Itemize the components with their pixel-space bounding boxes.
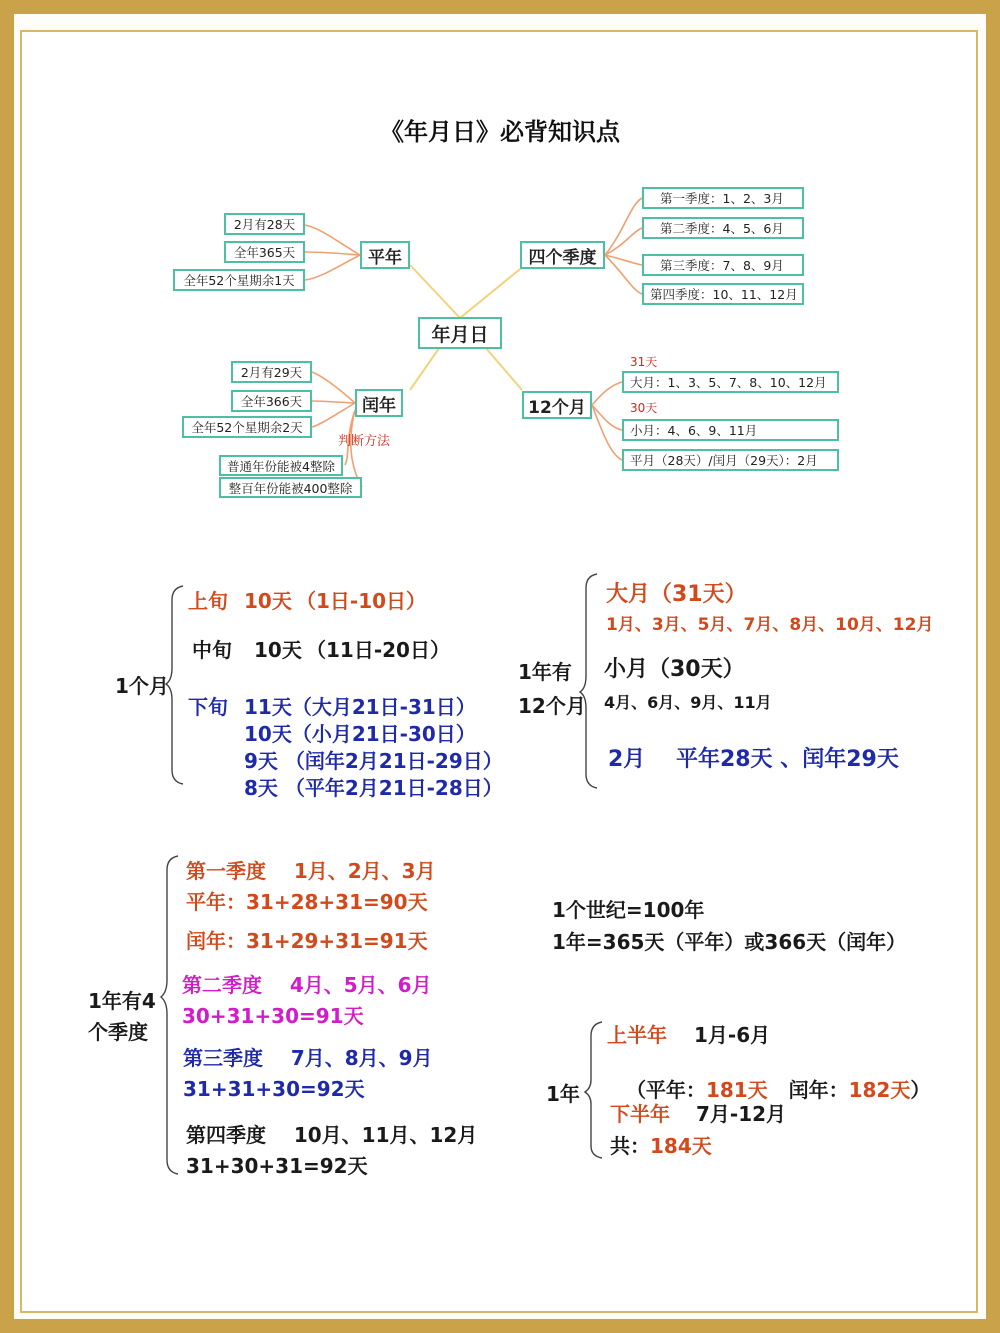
season-item: 第一季度：1、2、3月 [642, 187, 804, 209]
small-month-title: 小月（30天） [604, 657, 745, 682]
mindmap-pingnian-node: 平年 [360, 241, 410, 269]
xiaxun-line: 10天（小月21日-30日） [244, 722, 476, 746]
shangxun-range: （1日-10日） [296, 589, 427, 613]
total-days: 184天 [650, 1134, 712, 1158]
q4-sum: 31+30+31=92天 [186, 1154, 368, 1178]
zhongxun-name: 中旬 [192, 638, 232, 662]
tag-31-days: 31天 [630, 355, 658, 369]
run-days: 182天 [848, 1078, 911, 1102]
total-label: 共： [610, 1134, 650, 1158]
seasons-label-2: 个季度 [88, 1020, 148, 1044]
runnian-method: 普通年份能被4整除 [219, 455, 343, 476]
feb-month-item: 平月（28天）/闰月（29天）：2月 [622, 449, 839, 471]
pingnian-item: 2月有28天 [224, 213, 305, 235]
q2-title: 第二季度 4月、5月、6月 [182, 973, 432, 997]
feb-days: 2月 平年28天 、闰年29天 [608, 747, 899, 772]
second-half-range: 7月-12月 [696, 1102, 787, 1126]
pingnian-item: 全年365天 [224, 241, 305, 263]
month-section-label: 1个月 [115, 674, 169, 698]
year-days-line: 1年=365天（平年）或366天（闰年） [552, 930, 907, 954]
paren-open-ping: （平年： [625, 1078, 706, 1102]
xiaxun-line: 9天 （闰年2月21日-29日） [244, 749, 503, 773]
shangxun-name: 上旬 [188, 589, 228, 613]
runnian-method: 整百年份能被400整除 [219, 477, 362, 498]
big-month-list: 1月、3月、5月、7月、8月、10月、12月 [606, 615, 934, 635]
judge-method-label: 判断方法 [338, 434, 391, 449]
q2-sum: 30+31+30=91天 [182, 1004, 364, 1028]
big-month-title: 大月（31天） [606, 582, 747, 607]
xiaxun-line: 8天 （平年2月21日-28日） [244, 776, 503, 800]
year12-label: 1年有 [518, 660, 572, 684]
zhongxun-range: （11日-20日） [306, 638, 450, 662]
mindmap-seasons-node: 四个季度 [520, 241, 605, 269]
q4-title: 第四季度 10月、11月、12月 [186, 1123, 478, 1147]
xiaxun-name: 下旬 [188, 695, 228, 719]
ping-days: 181天 [705, 1078, 768, 1102]
season-item: 第二季度：4、5、6月 [642, 217, 804, 239]
paren-close: ） [910, 1078, 931, 1102]
q1-pingnian: 平年：31+28+31=90天 [186, 890, 428, 914]
first-half-range: 1月-6月 [694, 1023, 771, 1047]
second-half-name: 下半年 [610, 1102, 670, 1126]
shangxun-days: 10天 [244, 589, 292, 613]
small-month-list: 4月、6月、9月、11月 [604, 693, 772, 712]
first-half-name: 上半年 [607, 1023, 667, 1047]
runnian-item: 全年366天 [231, 390, 312, 412]
mindmap-months-node: 12个月 [522, 391, 592, 419]
q3-sum: 31+31+30=92天 [183, 1077, 365, 1101]
zhongxun-days: 10天 [254, 638, 302, 662]
mindmap-center-node: 年月日 [418, 317, 502, 349]
big-month-item: 大月：1、3、5、7、8、10、12月 [622, 371, 839, 393]
q1-title: 第一季度 1月、2月、3月 [186, 859, 436, 883]
run-label: 闰年： [767, 1078, 849, 1102]
q3-title: 第三季度 7月、8月、9月 [183, 1046, 433, 1070]
mindmap-runnian-node: 闰年 [355, 389, 403, 417]
seasons-label: 1年有4 [88, 989, 156, 1013]
tag-30-days: 30天 [630, 401, 658, 415]
halfyear-label: 1年 [546, 1082, 580, 1106]
small-month-item: 小月：4、6、9、11月 [622, 419, 839, 441]
year12-label-2: 12个月 [518, 694, 586, 718]
page-title: 《年月日》必背知识点 [380, 118, 620, 146]
season-item: 第四季度：10、11、12月 [642, 283, 804, 305]
xiaxun-line: 11天（大月21日-31日） [244, 695, 476, 719]
first-half-days [612, 1050, 930, 1103]
runnian-item: 全年52个星期余2天 [182, 416, 312, 438]
runnian-item: 2月有29天 [231, 361, 312, 383]
season-item: 第三季度：7、8、9月 [642, 254, 804, 276]
pingnian-item: 全年52个星期余1天 [173, 269, 305, 291]
mindmap-connectors [0, 0, 1000, 520]
century-line: 1个世纪=100年 [552, 898, 705, 922]
second-half-total [610, 1130, 712, 1159]
q1-runnian: 闰年：31+29+31=91天 [186, 929, 428, 953]
